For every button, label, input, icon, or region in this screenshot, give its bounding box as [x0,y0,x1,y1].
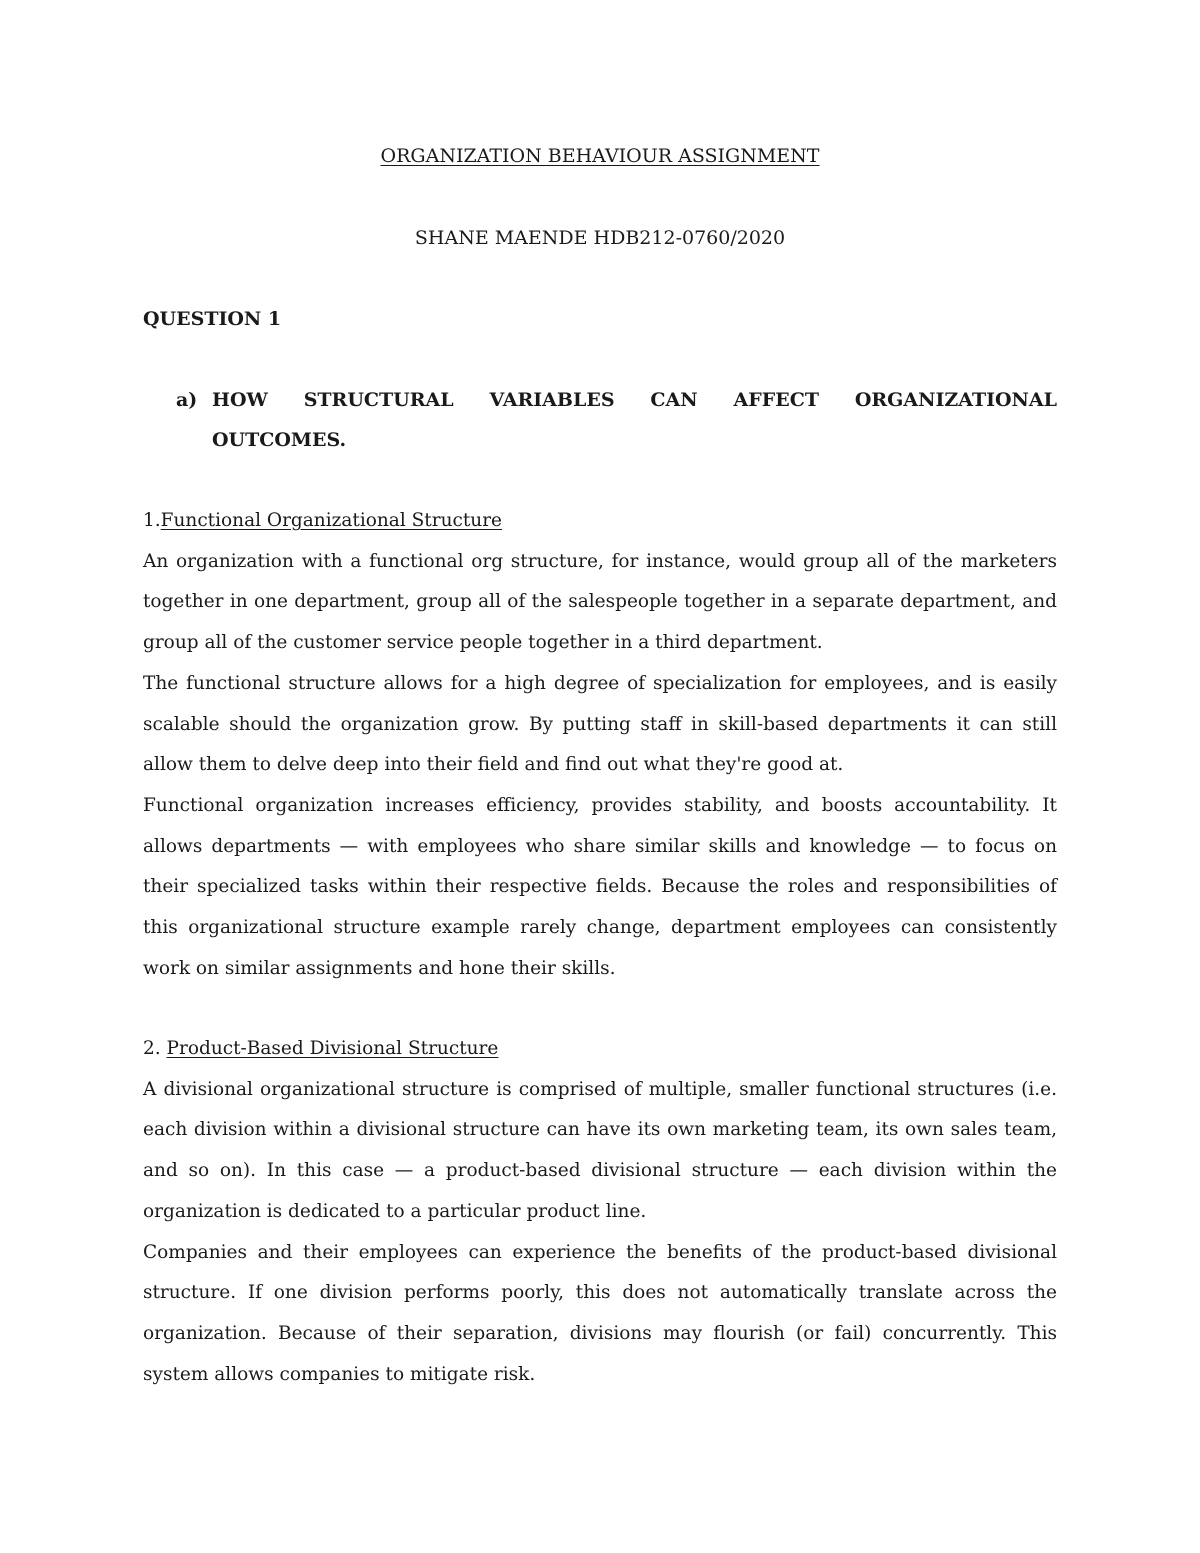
question-heading: QUESTION 1 [143,308,282,330]
section-number: 2. [143,1038,167,1059]
section-heading [143,1029,1057,1070]
paragraph: An organization with a functional org structure, for instance, would group all of the marketers together in one department, group all of the salespeople together in a separate department, and group all of the customer service people together in a third department. [143,550,1057,654]
section-product-divisional-structure [143,1029,1057,1395]
sub-question-text-line1: HOW STRUCTURAL VARIABLES CAN AFFECT ORGANIZATIONAL [212,389,1057,411]
paragraph: The functional structure allows for a high degree of specialization for employees, and is easily scalable should the organization grow. By putting staff in skill-based departments it can still allow them to delve deep into their field and find out what they're good at. [143,672,1057,776]
section-functional-structure [143,501,1057,989]
section-heading [143,501,1057,542]
sub-question-text-line2: OUTCOMES. [212,429,347,451]
sub-question-marker: a) [176,389,198,411]
paragraph: Companies and their employees can experience the benefits of the product-based divisional structure. If one division performs poorly, this does not automatically translate across the organization. Because of their separation, divisions may flourish (or fail) concurrently. This system allows companies to mitigate risk. [143,1241,1057,1385]
paragraph: A divisional organizational structure is comprised of multiple, smaller functional structures (i.e. each division within a divisional structure can have its own marketing team, its own sales team, and so on). In this case — a product-based divisional structure — each division within the organization is dedicated to a particular product line. [143,1078,1057,1222]
sub-question [143,380,1057,460]
section-number: 1. [143,510,161,531]
author-line: SHANE MAENDE HDB212-0760/2020 [414,227,786,249]
paragraph: Functional organization increases efficiency, provides stability, and boosts accountability. It allows departments — with employees who share similar skills and knowledge — to focus on their specialized tasks within their respective fields. Because the roles and responsibilities of this organizational structure example rarely change, department employees can consistently work on similar assignments and hone their skills. [143,794,1057,979]
section-heading-text: Product-Based Divisional Structure [166,1038,499,1059]
sub-question-text [212,380,1057,460]
document-title: ORGANIZATION BEHAVIOUR ASSIGNMENT [380,145,820,167]
section-heading-text: Functional Organizational Structure [160,510,503,531]
